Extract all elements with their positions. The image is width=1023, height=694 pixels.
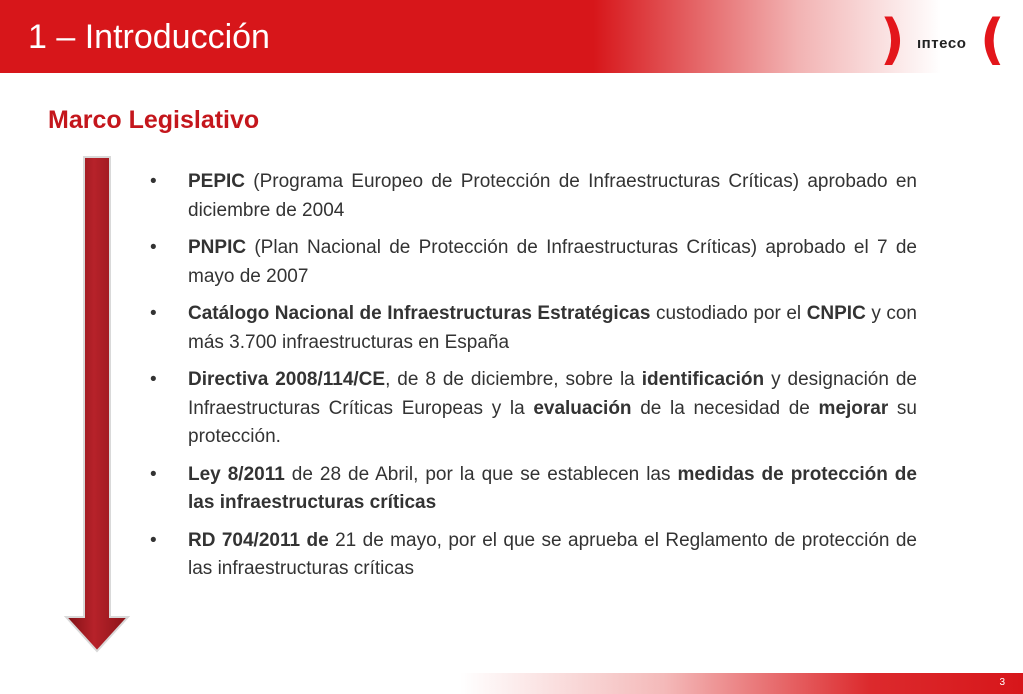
list-item [150, 461, 917, 518]
logo-right-paren: ( [980, 8, 1005, 71]
bullet-marker: • [150, 529, 157, 551]
list-item [150, 234, 917, 291]
bold-text: CNPIC [806, 303, 866, 324]
bold-text: identificación [641, 369, 765, 390]
body-text: y designación de Infraestructuras Críticas Europeas y la [188, 369, 917, 419]
body-text: (Plan Nacional de Protección de Infraestructuras Críticas) aprobado el 7 de mayo de 2007 [188, 237, 917, 287]
section-title: Marco Legislativo [48, 106, 260, 134]
bold-text: Directiva 2008/114/CE [188, 369, 386, 390]
bold-text: Catálogo Nacional de Infraestructuras Estratégicas [188, 303, 651, 324]
list-item [150, 527, 917, 584]
down-arrow-icon [64, 155, 130, 653]
body-text: 21 de mayo, por el que se aprueba el Reglamento de protección de las infraestructuras críticas [188, 529, 918, 579]
bullet-marker: • [150, 369, 157, 390]
list-item [150, 168, 917, 225]
logo-left-paren: ) [880, 8, 905, 71]
body-text: , de 8 de diciembre, sobre la [385, 369, 642, 390]
body-text: custodiado por el [650, 303, 807, 324]
body-text: (Programa Europeo de Protección de Infraestructuras Críticas) aprobado en diciembre de 2004 [188, 171, 917, 221]
bold-text: mejorar [818, 397, 889, 419]
bold-text: PNPIC [188, 237, 247, 258]
bullet-marker: • [150, 171, 157, 192]
bold-text: RD 704/2011 de [188, 529, 329, 551]
bold-text: evaluación [533, 397, 632, 419]
inteco-logo [880, 8, 1010, 71]
bullet-marker: • [150, 463, 157, 485]
body-text: de 28 de Abril, por la que se establecen las [284, 463, 678, 485]
page-number: 3 [999, 677, 1005, 688]
legislation-list [150, 168, 917, 593]
body-text: su protección. [188, 397, 917, 447]
list-item [150, 366, 917, 452]
bullet-marker: • [150, 303, 157, 324]
bold-text: PEPIC [188, 171, 246, 192]
bullet-marker: • [150, 237, 157, 258]
header-bar [0, 0, 1023, 73]
logo-wordmark: ıптeco [917, 35, 967, 52]
body-text: de la necesidad de [631, 397, 819, 419]
footer-bar [0, 673, 1023, 694]
bold-text: medidas de protección de las infraestructuras críticas [188, 463, 917, 513]
bold-text: Ley 8/2011 [188, 463, 285, 485]
body-text: y con más 3.700 infraestructuras en España [188, 303, 917, 353]
list-item [150, 300, 917, 357]
slide-title: 1 – Introducción [28, 18, 270, 56]
